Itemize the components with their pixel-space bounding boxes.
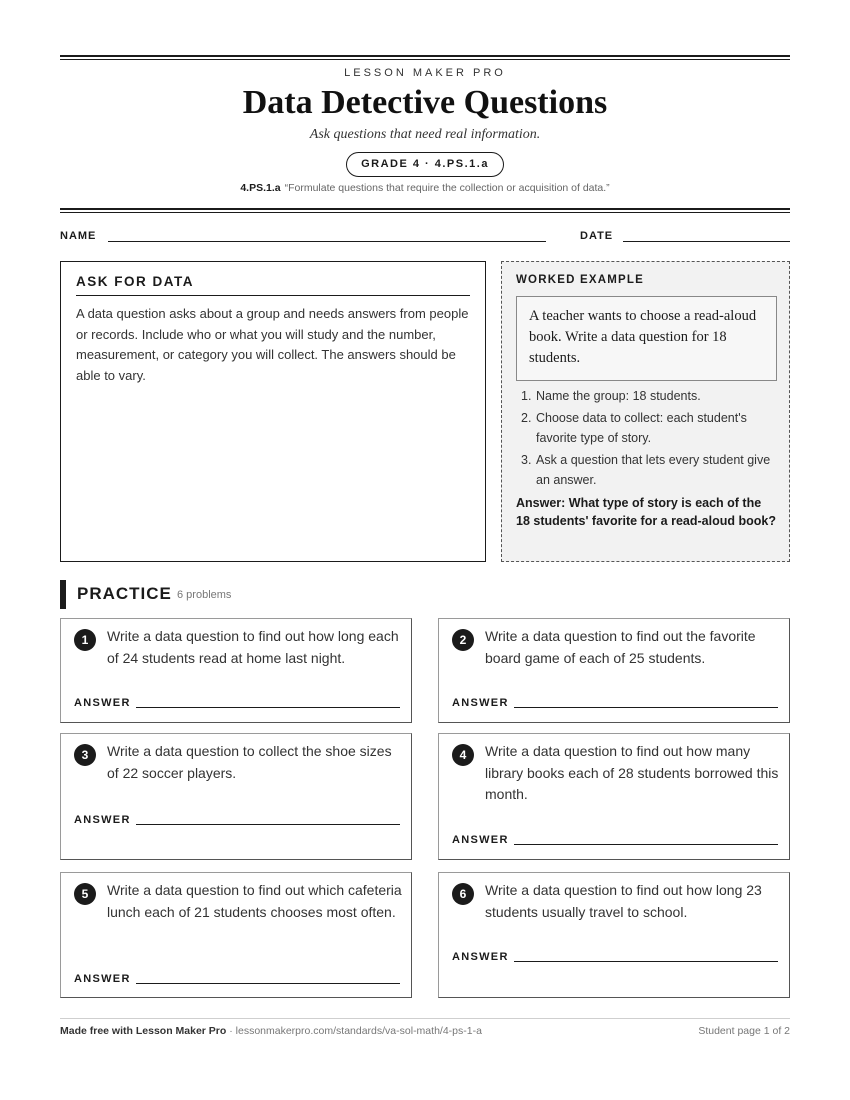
answer-line-6[interactable] — [514, 961, 778, 962]
answer-label: ANSWER — [452, 697, 509, 709]
concept-box — [60, 261, 486, 562]
problem-number-badge: 5 — [74, 883, 96, 905]
worked-example-steps — [516, 386, 778, 492]
footer-page-label: Student page 1 of 2 — [698, 1025, 790, 1037]
answer-line-5[interactable] — [136, 983, 400, 984]
footer-separator: · — [226, 1025, 236, 1037]
name-label: NAME — [60, 230, 97, 242]
step-number: 2. — [521, 411, 532, 425]
problem-card-6 — [438, 872, 790, 998]
answer-line-1[interactable] — [136, 707, 400, 708]
answer-line-4[interactable] — [514, 844, 778, 845]
worked-example-answer: Answer: What type of story is each of the 18 students' favorite for a read-aloud book? — [516, 496, 776, 528]
page-subtitle: Ask questions that need real information. — [309, 127, 541, 142]
name-field[interactable] — [108, 241, 546, 242]
worked-example-heading: WORKED EXAMPLE — [516, 274, 644, 286]
problem-number-badge: 6 — [452, 883, 474, 905]
problem-card-1 — [60, 618, 412, 723]
problem-prompt: Write a data question to find out how many library books each of 28 students borrowed this month. — [485, 743, 779, 802]
problem-card-2 — [438, 618, 790, 723]
standard-code: 4.PS.1.a — [240, 182, 281, 194]
answer-label: ANSWER — [452, 834, 509, 846]
problem-number-badge: 1 — [74, 629, 96, 651]
footer-made-with: Made free with Lesson Maker Pro — [60, 1025, 227, 1037]
step-text: Name the group: 18 students. — [536, 389, 701, 403]
worked-example-prompt: A teacher wants to choose a read-aloud book. Write a data question for 18 students. — [516, 296, 777, 381]
problem-card-3 — [60, 733, 412, 860]
problem-number-badge: 2 — [452, 629, 474, 651]
concept-heading: ASK FOR DATA — [76, 274, 470, 296]
step-text: Ask a question that lets every student give an answer. — [536, 453, 771, 487]
answer-label: ANSWER — [74, 697, 131, 709]
problem-card-4 — [438, 733, 790, 860]
problem-prompt: Write a data question to find out the favorite board game of each of 25 students. — [485, 628, 756, 666]
worked-example-box — [501, 261, 790, 562]
step-number: 1. — [521, 389, 532, 403]
worked-step — [516, 450, 778, 490]
page-title: Data Detective Questions — [242, 84, 608, 121]
footer-credit — [60, 1025, 482, 1037]
grade-badge: GRADE 4 · 4.PS.1.a — [346, 152, 504, 177]
practice-count: 6 problems — [177, 589, 232, 601]
step-number: 3. — [521, 453, 532, 467]
standard-line — [60, 182, 790, 194]
footer-rule — [60, 1018, 790, 1019]
worked-step — [516, 386, 778, 406]
concept-body: A data question asks about a group and needs answers from people or records. Include who or what you will study and the number, measurement, or category you will collect. The answers should be able to vary. — [76, 306, 469, 383]
worked-step — [516, 408, 778, 448]
problem-prompt: Write a data question to collect the shoe sizes of 22 soccer players. — [107, 743, 392, 781]
worksheet-page — [60, 0, 790, 1100]
problem-number-badge: 3 — [74, 744, 96, 766]
problem-card-5 — [60, 872, 412, 998]
answer-label: ANSWER — [74, 814, 131, 826]
date-label: DATE — [580, 230, 614, 242]
date-field[interactable] — [623, 241, 790, 242]
answer-label: ANSWER — [74, 973, 131, 985]
practice-accent-bar — [60, 580, 66, 609]
footer-url[interactable]: lessonmakerpro.com/standards/va-sol-math/4-ps-1-a — [235, 1025, 482, 1037]
problem-number-badge: 4 — [452, 744, 474, 766]
standard-text: “Formulate questions that require the collection or acquisition of data.” — [284, 182, 610, 194]
problem-prompt: Write a data question to find out how long each of 24 students read at home last night. — [107, 628, 399, 666]
answer-line-2[interactable] — [514, 707, 778, 708]
answer-line-3[interactable] — [136, 824, 400, 825]
step-text: Choose data to collect: each student's favorite type of story. — [536, 411, 747, 445]
brand-name: LESSON MAKER PRO — [344, 67, 506, 79]
practice-title: PRACTICE — [77, 584, 172, 603]
header-bottom-rule — [60, 208, 790, 213]
answer-label: ANSWER — [452, 951, 509, 963]
problem-prompt: Write a data question to find out which cafeteria lunch each of 21 students chooses most often. — [107, 882, 402, 920]
problem-prompt: Write a data question to find out how long 23 students usually travel to school. — [485, 882, 762, 920]
header-top-rule — [60, 55, 790, 60]
